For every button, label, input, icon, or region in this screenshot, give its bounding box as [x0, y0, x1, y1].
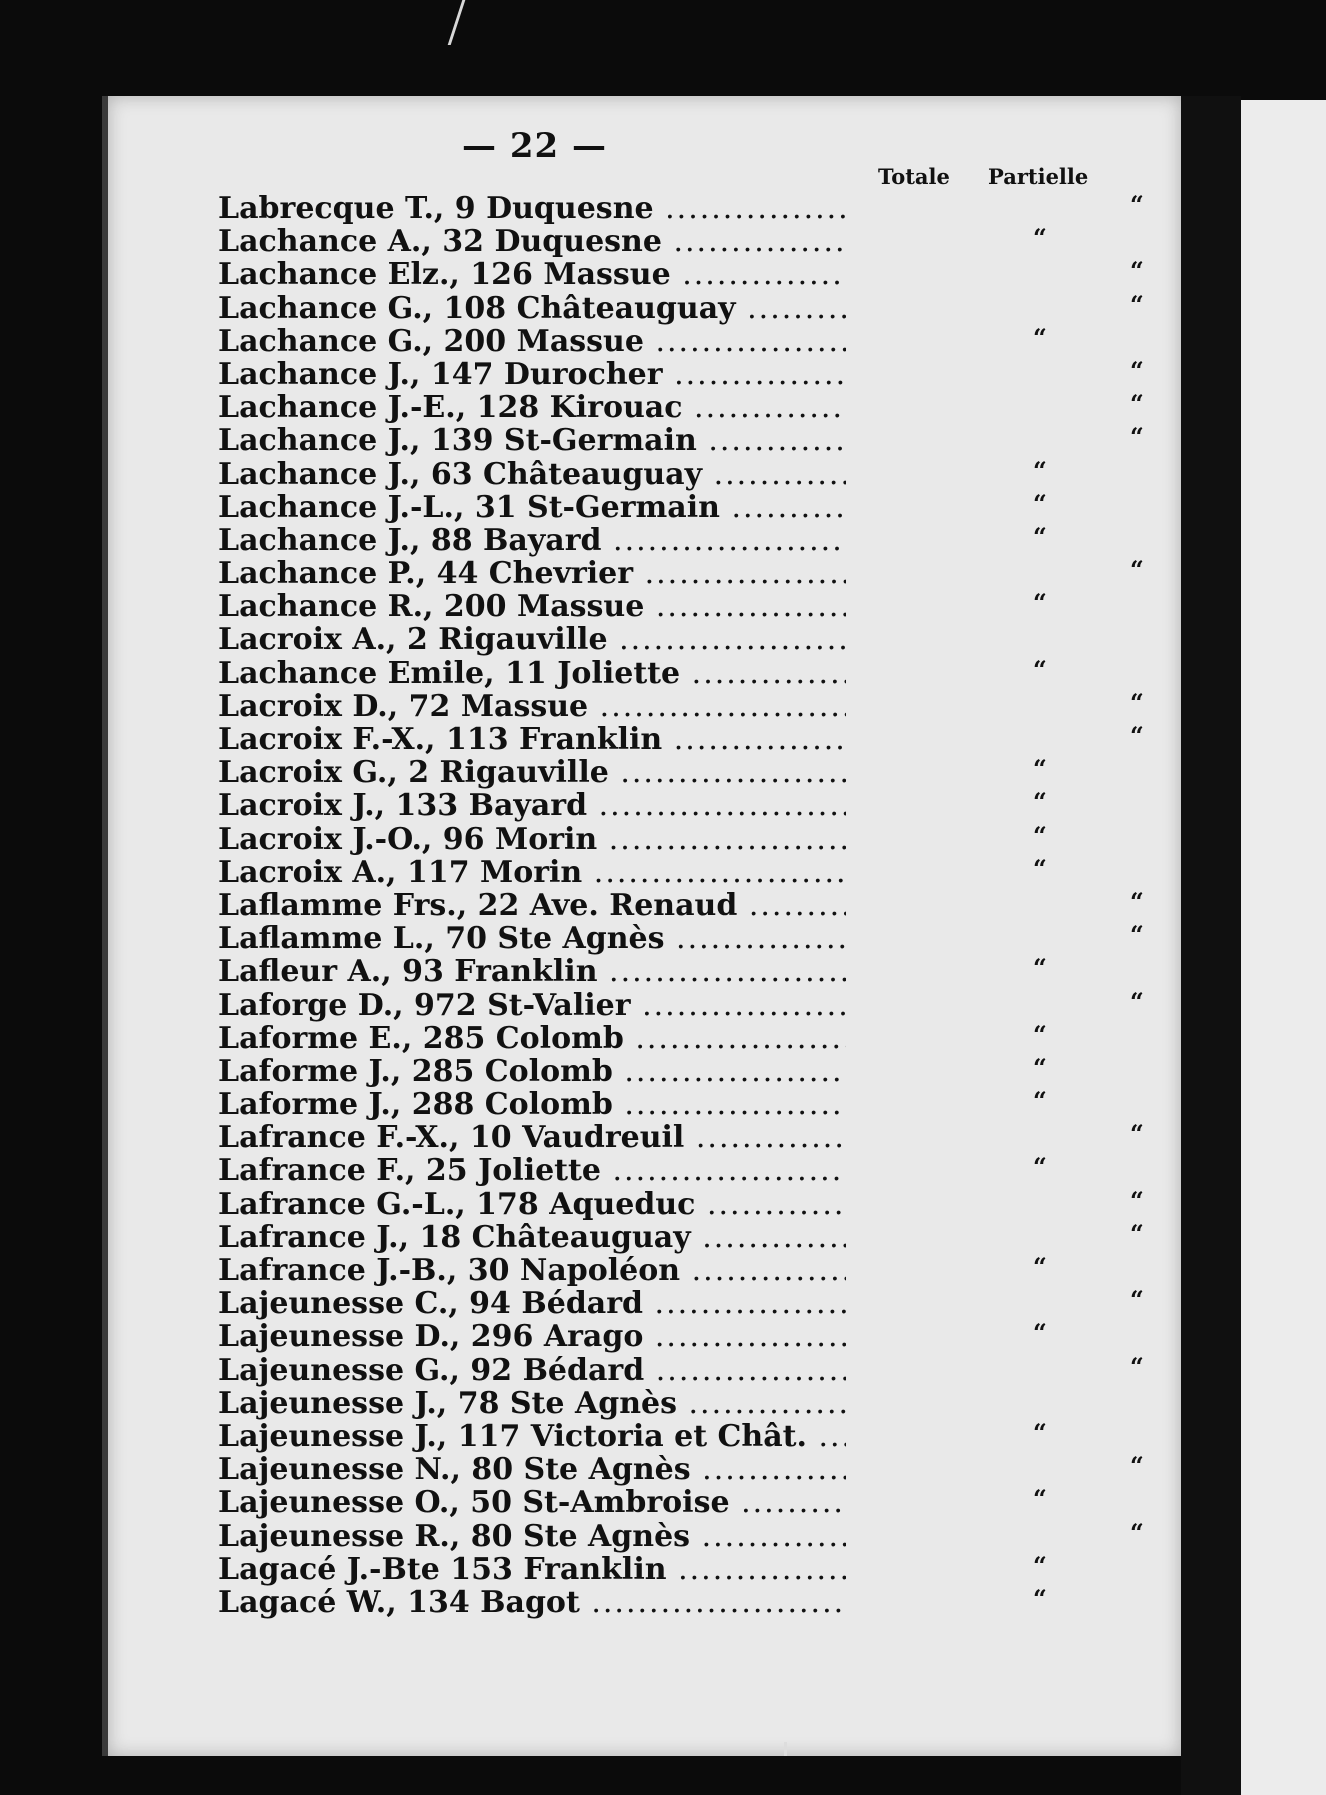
ditto-mark-totale: “	[1033, 322, 1047, 352]
list-item	[218, 721, 1144, 757]
list-item	[218, 687, 1144, 724]
entry-text: Lacroix G., 2 Rigauville .....	[218, 756, 846, 789]
entry-text: Lachance J.-E., 128 Kirouac .....	[218, 391, 846, 424]
list-item	[218, 422, 1144, 458]
entry-text: Lajeunesse J., 78 Ste Agnès .....	[218, 1387, 846, 1420]
ditto-mark-partielle: “	[1130, 721, 1144, 750]
ditto-mark-totale: “	[1033, 1086, 1047, 1116]
entry-list	[218, 190, 1144, 1620]
entry-text: Lachance J., 88 Bayard .....	[218, 524, 846, 557]
list-item	[218, 1320, 1118, 1353]
ditto-mark-partielle: “	[1130, 389, 1144, 419]
list-item	[218, 289, 1144, 325]
list-item	[218, 1583, 1118, 1620]
ditto-mark-totale: “	[1033, 1152, 1047, 1182]
entry-text: Lagacé W., 134 Bagot .....	[218, 1586, 846, 1619]
entry-text: Lachance P., 44 Chevrier .....	[218, 557, 846, 590]
entry-text: Laforme E., 285 Colomb .....	[218, 1022, 846, 1055]
list-item	[218, 190, 1144, 226]
ditto-mark-totale: “	[1033, 521, 1047, 551]
gutter-shadow	[1181, 96, 1241, 1795]
entry-text: Laforme J., 288 Colomb .....	[218, 1088, 846, 1121]
ditto-mark-totale: “	[1033, 654, 1047, 684]
ditto-mark-totale: “	[1033, 1484, 1047, 1514]
entry-text: Lachance J., 147 Durocher .....	[218, 358, 846, 391]
entry-text: Laforme J., 285 Colomb .....	[218, 1055, 846, 1088]
entry-text: Lafrance F., 25 Joliette .....	[218, 1154, 846, 1187]
list-item	[218, 1119, 1144, 1155]
ditto-mark-partielle: “	[1130, 422, 1144, 452]
list-item	[218, 590, 1118, 623]
ditto-mark-totale: “	[1033, 1583, 1047, 1613]
list-item	[218, 555, 1144, 591]
ditto-mark-totale: “	[1033, 1019, 1047, 1049]
entry-text: Lajeunesse N., 80 Ste Agnès .....	[218, 1453, 846, 1486]
entry-text: Lajeunesse O., 50 St-Ambroise .....	[218, 1486, 846, 1519]
list-item	[218, 389, 1144, 425]
ditto-mark-partielle: “	[1130, 355, 1144, 385]
list-item	[218, 1185, 1144, 1221]
entry-text: Lachance Elz., 126 Massue .....	[218, 258, 846, 291]
ditto-mark-totale: “	[1033, 787, 1047, 817]
ditto-mark-partielle: “	[1130, 555, 1144, 585]
entry-text: Lajeunesse D., 296 Arago .....	[218, 1320, 846, 1353]
list-item	[218, 1052, 1118, 1089]
ditto-mark-totale: “	[1033, 588, 1047, 618]
ditto-mark-totale: “	[1033, 1417, 1047, 1447]
list-item	[218, 1285, 1144, 1321]
ditto-mark-partielle: “	[1130, 1119, 1144, 1149]
entry-text: Lafleur A., 93 Franklin .....	[218, 955, 846, 988]
entry-text: Lacroix J.-O., 96 Morin .....	[218, 823, 846, 856]
directory-page	[108, 96, 1181, 1756]
entry-text: Lachance R., 200 Massue .....	[218, 590, 846, 623]
list-item	[218, 1517, 1144, 1553]
entry-text: Lachance J., 139 St-Germain .....	[218, 424, 846, 457]
entry-text: Lachance A., 32 Duquesne .....	[218, 225, 846, 258]
entry-text: Lacroix A., 2 Rigauville .....	[218, 623, 846, 656]
list-item	[218, 1451, 1144, 1487]
list-item	[218, 1417, 1118, 1454]
ditto-mark-totale: “	[1033, 754, 1047, 784]
entry-text: Lajeunesse G., 92 Bédard .....	[218, 1354, 846, 1387]
entry-text: Lagacé J.-Bte 153 Franklin .....	[218, 1553, 846, 1586]
list-item	[218, 1550, 1118, 1586]
ditto-mark-totale: “	[1033, 820, 1047, 850]
entry-text: Lacroix F.-X., 113 Franklin .....	[218, 723, 846, 756]
list-item	[218, 521, 1118, 558]
list-item	[218, 820, 1118, 856]
ditto-mark-totale: “	[1033, 853, 1047, 883]
ditto-mark-totale: “	[1033, 1052, 1047, 1082]
list-item	[218, 355, 1144, 392]
list-item	[218, 756, 1118, 789]
list-item	[218, 455, 1118, 491]
entry-text: Lachance G., 108 Châteauguay .....	[218, 292, 846, 325]
film-mark	[448, 0, 506, 45]
entry-text: Laflamme L., 70 Ste Agnès .....	[218, 922, 846, 955]
list-item	[218, 1254, 1118, 1287]
entry-text: Lafrance J., 18 Châteauguay .....	[218, 1221, 846, 1254]
list-item	[218, 1019, 1118, 1055]
entry-text: Lajeunesse J., 117 Victoria et Chât. .....	[218, 1420, 846, 1453]
list-item	[218, 322, 1118, 358]
list-item	[218, 789, 1118, 822]
ditto-mark-totale: “	[1033, 953, 1047, 983]
entry-text: Lacroix A., 117 Morin .....	[218, 856, 846, 889]
entry-text: Laflamme Frs., 22 Ave. Renaud .....	[218, 889, 846, 922]
entry-text: Lafrance J.-B., 30 Napoléon .....	[218, 1254, 846, 1287]
ditto-mark-partielle: “	[1130, 1517, 1144, 1547]
entry-text: Labrecque T., 9 Duquesne .....	[218, 192, 846, 225]
list-item	[218, 488, 1118, 524]
list-item	[218, 920, 1144, 956]
ditto-mark-partielle: “	[1130, 256, 1144, 286]
column-header-totale: Totale	[878, 164, 950, 189]
ditto-mark-totale: “	[1033, 1252, 1047, 1281]
column-header-partielle: Partielle	[988, 164, 1089, 189]
list-item	[218, 886, 1144, 923]
entry-text: Lacroix D., 72 Massue .....	[218, 690, 846, 723]
entry-text: Lajeunesse C., 94 Bédard .....	[218, 1287, 846, 1320]
list-item	[218, 853, 1118, 889]
ditto-mark-partielle: “	[1130, 1218, 1144, 1248]
ditto-mark-partielle: “	[1130, 986, 1144, 1016]
entry-text: Lachance J.-L., 31 St-Germain .....	[218, 491, 846, 524]
list-item	[218, 1486, 1118, 1519]
ditto-mark-totale: “	[1033, 1550, 1047, 1580]
ditto-mark-totale: “	[1033, 1318, 1047, 1348]
ditto-mark-totale: “	[1033, 488, 1047, 518]
entry-text: Lajeunesse R., 80 Ste Agnès .....	[218, 1520, 846, 1553]
film-mark-bottom	[784, 1742, 787, 1756]
list-item	[218, 654, 1118, 690]
entry-text: Lachance G., 200 Massue .....	[218, 325, 846, 358]
list-item	[218, 1218, 1144, 1255]
ditto-mark-partielle: “	[1130, 687, 1144, 717]
list-item	[218, 955, 1118, 988]
ditto-mark-partielle: “	[1130, 1451, 1144, 1481]
entry-text: Lafrance G.-L., 178 Aqueduc .....	[218, 1188, 846, 1221]
list-item	[218, 1088, 1118, 1121]
facing-page	[1241, 100, 1326, 1795]
list-item	[218, 256, 1144, 292]
entry-text: Lachance Emile, 11 Joliette .....	[218, 657, 846, 690]
ditto-mark-partielle: “	[1130, 1185, 1144, 1215]
ditto-mark-partielle: “	[1130, 920, 1144, 950]
entry-text: Lacroix J., 133 Bayard .....	[218, 789, 846, 822]
entry-text: Lachance J., 63 Châteauguay .....	[218, 458, 846, 491]
list-item	[218, 1387, 1118, 1420]
ditto-mark-totale: “	[1033, 455, 1047, 485]
ditto-mark-partielle: “	[1130, 1285, 1144, 1315]
ditto-mark-partielle: “	[1130, 1351, 1144, 1381]
ditto-mark-partielle: “	[1130, 886, 1144, 916]
list-item	[218, 623, 1118, 656]
page-number: — 22 —	[462, 126, 607, 166]
list-item	[218, 225, 1118, 258]
ditto-mark-partielle: “	[1130, 289, 1144, 319]
entry-text: Lafrance F.-X., 10 Vaudreuil .....	[218, 1121, 846, 1154]
ditto-mark-totale: “	[1033, 223, 1047, 253]
list-item	[218, 986, 1144, 1022]
entry-text: Laforge D., 972 St-Valier .....	[218, 989, 846, 1022]
list-item	[218, 1351, 1144, 1387]
list-item	[218, 1154, 1118, 1187]
ditto-mark-partielle: “	[1130, 190, 1144, 219]
